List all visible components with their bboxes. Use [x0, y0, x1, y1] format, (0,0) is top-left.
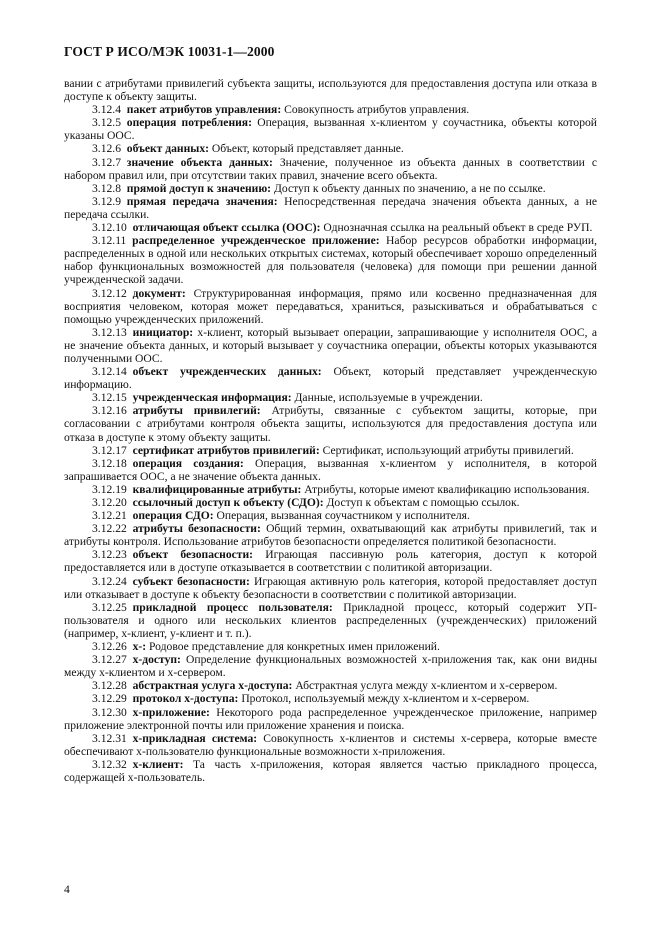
definition-number: 3.12.22	[92, 522, 127, 536]
definition-term: абстрактная услуга x-доступа:	[132, 679, 293, 693]
definition-number: 3.12.17	[92, 443, 127, 457]
definition-text: Та часть x-приложения, которая является частью прикладного процесса, содержащей x-пользователь.	[64, 757, 597, 784]
definition-text: Операция, вызванная x-клиентом у исполнителя, в которой запрашивается ООС, а не значение объекта данных.	[64, 456, 597, 483]
definition-term: x-прикладная система:	[132, 731, 258, 745]
definition-text: Атрибуты, связанные с субъектом защиты, которые, при согласовании с атрибутами контроля объекта защиты, используются для предоставления доступа или отказа в доступе к этому объекту защиты.	[64, 404, 597, 444]
definition-item	[64, 601, 597, 640]
definition-text: Некоторого рода распределенное учрежденческое приложение, например приложение электронной почты или приложение хранения и поиска.	[64, 705, 597, 732]
definition-term: учрежденческая информация:	[132, 391, 292, 405]
definition-term: отличающая объект ссылка (ООС):	[132, 221, 321, 235]
definition-term: операция создания:	[132, 456, 244, 470]
definition-item	[64, 457, 597, 483]
definition-number: 3.12.13	[92, 325, 127, 339]
definition-text: Операция, вызванная x-клиентом у соучастника, объекты которой указаны ООС.	[64, 116, 597, 143]
definition-number: 3.12.12	[92, 286, 127, 300]
definition-number: 3.12.31	[92, 731, 127, 745]
definition-number: 3.12.25	[92, 600, 127, 614]
definition-term: инициатор:	[132, 325, 194, 339]
definition-term: x-доступ:	[132, 653, 181, 667]
definition-item	[64, 679, 597, 692]
document-header: ГОСТ Р ИСО/МЭК 10031-1—2000	[64, 44, 275, 59]
definition-text: Прикладной процесс, который содержит УП-пользователя и одного или нескольких клиентов распределенных (учрежденческих) приложений (например, x-клиент, y-клиент и т. п.).	[64, 600, 597, 640]
definition-item	[64, 509, 597, 522]
document-body	[64, 77, 597, 784]
definition-term: протокол x-доступа:	[132, 692, 239, 706]
definition-term: квалифицированные атрибуты:	[132, 482, 302, 496]
definition-text: Совокупность атрибутов управления.	[284, 103, 470, 117]
definition-term: операция СДО:	[132, 509, 214, 523]
definition-number: 3.12.15	[92, 391, 127, 405]
definition-text: Доступ к объектам с помощью ссылок.	[326, 496, 520, 509]
definition-item	[64, 758, 597, 784]
definition-item	[64, 653, 597, 679]
definition-number: 3.12.30	[92, 705, 127, 719]
definition-item	[64, 221, 597, 234]
definition-term: значение объекта данных:	[126, 155, 273, 169]
definition-number: 3.12.16	[92, 404, 127, 418]
definition-item	[64, 156, 597, 182]
definition-term: прикладной процесс пользователя:	[132, 600, 333, 614]
definition-number: 3.12.18	[92, 456, 127, 470]
definition-item	[64, 116, 597, 142]
definition-number: 3.12.10	[92, 221, 127, 235]
definition-text: Сертификат, использующий атрибуты привилегий.	[322, 443, 574, 457]
definition-number: 3.12.23	[92, 548, 127, 562]
definition-item	[64, 732, 597, 758]
definition-number: 3.12.21	[92, 509, 127, 523]
definition-number: 3.12.4	[92, 103, 121, 117]
definition-item	[64, 182, 597, 195]
definition-number: 3.12.28	[92, 679, 127, 693]
definition-text: Операция, вызванная соучастником у исполнителя.	[216, 509, 470, 523]
definition-number: 3.12.7	[92, 155, 121, 169]
definition-text: Доступ к объекту данных по значению, а не по ссылке.	[273, 181, 546, 195]
definition-text: Совокупность x-клиентов и системы x-сервера, которые вместе обеспечивают x-пользователю функциональные возможности x-приложения.	[64, 731, 598, 758]
definition-term: субъект безопасности:	[132, 574, 250, 588]
definition-item	[64, 640, 597, 653]
definition-item	[64, 142, 597, 155]
definition-list	[64, 103, 597, 784]
definition-item	[64, 692, 597, 705]
definition-text: Атрибуты, которые имеют квалификацию использования.	[304, 482, 590, 496]
definition-item	[64, 444, 597, 457]
definition-text: Значение, полученное из объекта данных в соответствии с набором правил или, при отсутствии таких правил, значение всего объекта.	[64, 155, 597, 182]
definition-term: операция потребления:	[126, 116, 252, 130]
definition-item	[64, 522, 597, 548]
definition-term: объект учрежденческих данных:	[132, 365, 322, 379]
definition-term: объект безопасности:	[132, 548, 254, 562]
definition-text: Общий термин, охватывающий как атрибуты привилегий, так и атрибуты контроля. Использование атрибутов безопасности определяется политикой безопасности.	[64, 522, 597, 549]
definition-term: атрибуты привилегий:	[132, 404, 261, 418]
definition-term: x-клиент:	[132, 757, 184, 771]
definition-term: пакет атрибутов управления:	[126, 103, 282, 117]
definition-item	[64, 706, 597, 732]
definition-text: Объект, который представляет учрежденческую информацию.	[64, 365, 597, 392]
definition-number: 3.12.32	[92, 757, 127, 771]
page-number: 4	[64, 883, 70, 896]
definition-text: Играющая активную роль категория, которой предоставляет доступ или отказывает в доступе к объекту безопасности в соответствии с политикой авторизации.	[64, 574, 597, 601]
definition-term: x-приложение:	[132, 705, 210, 719]
definition-text: Определение функциональных возможностей x-приложения так, как они видны между x-клиентом и x-сервером.	[64, 653, 597, 680]
definition-item	[64, 483, 597, 496]
definition-term: объект данных:	[126, 142, 209, 156]
definition-term: сертификат атрибутов привилегий:	[132, 443, 320, 457]
definition-text: Однозначная ссылка на реальный объект в среде РУП.	[323, 221, 593, 235]
definition-number: 3.12.27	[92, 653, 127, 667]
definition-text: Набор ресурсов обработки информации, распределенных в одной или нескольких открытых системах, который обеспечивает хорошо определенный набор функциональных возможностей для пользователя (человека) для помощи при решении данной учрежденческой задачи.	[64, 234, 597, 287]
definition-term: распределенное учрежденческое приложение:	[132, 234, 380, 248]
definition-item	[64, 234, 597, 286]
definition-term: x-:	[132, 640, 147, 654]
definition-item	[64, 496, 597, 509]
definition-text: Родовое представление для конкретных имен приложений.	[149, 640, 440, 654]
definition-text: Данные, используемые в учреждении.	[294, 391, 483, 405]
definition-text: Играющая пассивную роль категория, доступ к которой предоставляется или в доступе отказывается в соответствии с политикой авторизации.	[64, 548, 597, 575]
definition-text: Структурированная информация, прямо или косвенно предназначенная для восприятия человеком, которая может передаваться, храниться, разыскиваться и обрабатываться с помощью учрежденческих приложений.	[64, 286, 597, 326]
definition-term: прямая передача значения:	[126, 194, 278, 208]
definition-number: 3.12.14	[92, 365, 127, 379]
definition-text: x-клиент, который вызывает операции, запрашивающие у исполнителя ООС, а не значение объекта данных, и который вызывает у соучастника операции, объекты которых указываются полученными ООС.	[64, 325, 597, 365]
definition-number: 3.12.8	[92, 181, 121, 195]
definition-term: атрибуты безопасности:	[132, 522, 261, 536]
definition-item	[64, 195, 597, 221]
definition-item	[64, 391, 597, 404]
definition-item	[64, 287, 597, 326]
definition-number: 3.12.26	[92, 640, 127, 654]
definition-item	[64, 548, 597, 574]
definition-text: Абстрактная услуга между x-клиентом и x-сервером.	[295, 679, 558, 693]
definition-item	[64, 404, 597, 443]
definition-text: Протокол, используемый между x-клиентом и x-сервером.	[241, 692, 530, 706]
definition-item	[64, 326, 597, 365]
definition-number: 3.12.11	[92, 234, 127, 248]
definition-term: документ:	[132, 286, 186, 300]
definition-number: 3.12.19	[92, 482, 127, 496]
continuation-paragraph: вании с атрибутами привилегий субъекта защиты, используются для предоставления доступа или отказа в доступе к объекту защиты.	[64, 77, 597, 104]
definition-number: 3.12.6	[92, 142, 121, 156]
definition-item	[64, 575, 597, 601]
definition-term: ссылочный доступ к объекту (СДО):	[132, 496, 324, 509]
definition-number: 3.12.29	[92, 692, 127, 706]
definition-number: 3.12.9	[92, 194, 121, 208]
definition-number: 3.12.24	[92, 574, 127, 588]
definition-item	[64, 103, 597, 116]
definition-text: Объект, который представляет данные.	[211, 142, 404, 156]
definition-number: 3.12.5	[92, 116, 121, 130]
definition-item	[64, 365, 597, 391]
definition-term: прямой доступ к значению:	[126, 181, 272, 195]
definition-number: 3.12.20	[92, 496, 127, 509]
definition-text: Непосредственная передача значения объекта данных, а не передача ссылки.	[64, 194, 597, 221]
